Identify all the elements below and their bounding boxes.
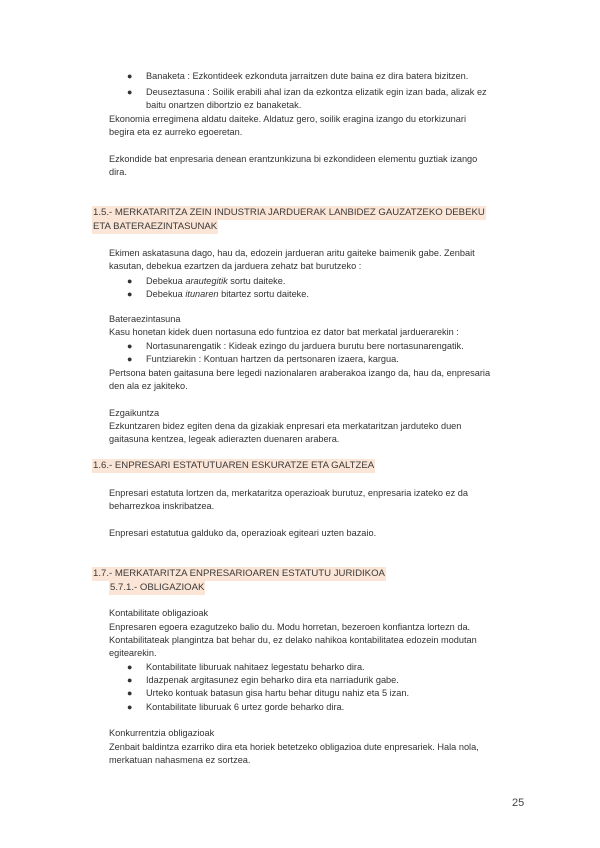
paragraph-line: gaitasuna kentzea, legeak adierazten duenaren arabera. bbox=[109, 434, 340, 444]
list-item-text: Debekua bbox=[146, 276, 186, 286]
list-item: Urteko kontuak batasun gisa hartu behar ditugu nahiz eta 5 izan. bbox=[146, 688, 410, 698]
paragraph-line: egitearekin. bbox=[109, 648, 157, 658]
list-item: Banaketa : Ezkontideek ezkonduta jarraitzen dute baina ez dira batera bizitzen. bbox=[146, 71, 469, 81]
paragraph-line: Ekonomia erregimena aldatu daiteke. Aldatuz gero, soilik eragina izango du etorkizunari bbox=[109, 114, 466, 124]
list-item-emphasis: arautegitik bbox=[185, 276, 228, 286]
paragraph-line: begira eta ez aurreko egoeretan. bbox=[109, 127, 243, 137]
bullet-icon: ● bbox=[127, 289, 133, 299]
bullet-icon: ● bbox=[127, 341, 133, 351]
bullet-icon: ● bbox=[127, 702, 133, 712]
list-item-text: sortu daiteke. bbox=[227, 276, 286, 286]
paragraph-line: Kasu honetan kidek duen nortasuna edo funtzioa ez dator bat merkatal jarduerarekin : bbox=[109, 327, 459, 337]
section-heading: 1.6.- ENPRESARI ESTATUTUAREN ESKURATZE ETA GALTZEA bbox=[93, 460, 375, 471]
paragraph-line: Ekimen askatasuna dago, hau da, edozein jardueran aritu gaiteke baimenik gabe. Zenbait bbox=[109, 248, 475, 258]
paragraph-line: Kontabilitateak plangintza bat behar du, ez delako nahikoa kontabilitatea edozein modutan bbox=[109, 635, 477, 645]
paragraph-line: beharrezkoa inskribatzea. bbox=[109, 501, 215, 511]
list-item-emphasis: itunaren bbox=[185, 289, 219, 299]
list-item: Nortasunarengatik : Kideak ezingo du jarduera burutu bere nortasunarengatik. bbox=[146, 341, 464, 351]
bullet-icon: ● bbox=[127, 675, 133, 685]
paragraph-line: kasutan, debekua ezartzen da jarduera zehatz bat burutzeko : bbox=[109, 261, 362, 271]
list-item-continuation: baitu onartzen dibortzio ez banaketak. bbox=[146, 100, 302, 110]
bullet-icon: ● bbox=[127, 87, 133, 97]
subsection-heading: 5.7.1.- OBLIGAZIOAK bbox=[110, 582, 205, 593]
list-item: Kontabilitate liburuak nahitaez legestatu beharko dira. bbox=[146, 662, 365, 672]
subheading: Bateraezintasuna bbox=[109, 314, 181, 324]
list-item: Funtziarekin : Kontuan hartzen da pertsonaren izaera, kargua. bbox=[146, 354, 399, 364]
list-item bbox=[146, 275, 285, 288]
bullet-icon: ● bbox=[127, 276, 133, 286]
list-item: Idazpenak argitasunez egin beharko dira eta narriadurik gabe. bbox=[146, 675, 399, 685]
list-item-text: bitartez sortu daiteke. bbox=[218, 289, 309, 299]
section-heading: 1.5.- MERKATARITZA ZEIN INDUSTRIA JARDUERAK LANBIDEZ GAUZATZEKO DEBEKU bbox=[93, 207, 485, 218]
list-item-text: Debekua bbox=[146, 289, 186, 299]
subheading: Konkurrentzia obligazioak bbox=[109, 728, 215, 738]
list-item: Kontabilitate liburuak 6 urtez gorde beharko dira. bbox=[146, 702, 345, 712]
paragraph-line: Enpresari estatutua galduko da, operazioak egiteari uzten bazaio. bbox=[109, 528, 377, 538]
paragraph-line: Ezkondide bat enpresaria denean erantzunkizuna bi ezkondideen elementu guztiak izango bbox=[109, 154, 478, 164]
paragraph-line: Ezkuntzaren bidez egiten dena da gizakiak enpresari eta merkataritzan jarduteko duen bbox=[109, 421, 462, 431]
paragraph-line: merkatuan nahasmena ez sortzea. bbox=[109, 755, 251, 765]
bullet-icon: ● bbox=[127, 688, 133, 698]
paragraph-line: den ala ez jakiteko. bbox=[109, 381, 188, 391]
bullet-icon: ● bbox=[127, 662, 133, 672]
section-heading: 1.7.- MERKATARITZA ENPRESARIOAREN ESTATUTU JURIDIKOA bbox=[93, 568, 385, 579]
paragraph-line: Enpresaren egoera ezagutzeko balio du. Modu horretan, bezeroen konfiantza lortezn da. bbox=[109, 622, 471, 632]
subheading: Ezgaikuntza bbox=[109, 408, 160, 418]
paragraph-line: Zenbait baldintza ezarriko dira eta horiek betetzeko obligazioa dute enpresariek. Hala nola, bbox=[109, 742, 479, 752]
list-item: Deuseztasuna : Soilik erabili ahal izan da ezkontza elizatik egin izan bada, alizak ez bbox=[146, 87, 487, 97]
section-heading: ETA BATERAEZINTASUNAK bbox=[93, 221, 218, 232]
paragraph-line: dira. bbox=[109, 167, 127, 177]
subheading: Kontabilitate obligazioak bbox=[109, 608, 209, 618]
paragraph-line: Enpresari estatuta lortzen da, merkataritza operazioak burutuz, enpresaria izateko ez da bbox=[109, 488, 469, 498]
bullet-icon: ● bbox=[127, 71, 133, 81]
page-number: 25 bbox=[512, 797, 525, 809]
list-item bbox=[146, 288, 309, 301]
bullet-icon: ● bbox=[127, 354, 133, 364]
paragraph-line: Pertsona baten gaitasuna bere legedi nazionalaren araberakoa izango da, hau da, enpresaria bbox=[109, 368, 491, 378]
